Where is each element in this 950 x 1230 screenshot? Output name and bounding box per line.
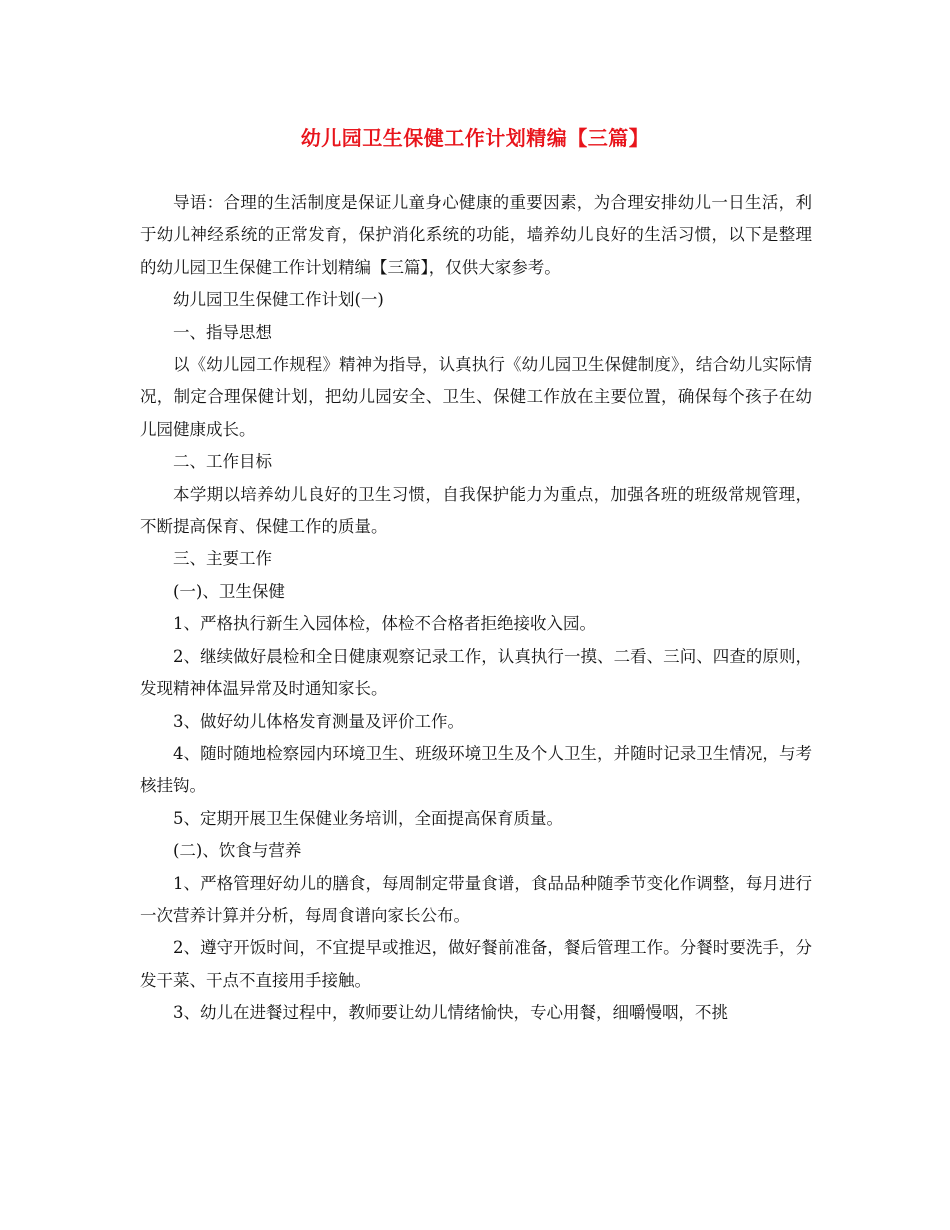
paragraph: 本学期以培养幼儿良好的卫生习惯，自我保护能力为重点，加强各班的班级常规管理，不断提高保育、保健工作的质量。 xyxy=(140,484,812,537)
list-item: 3、做好幼儿体格发育测量及评价工作。 xyxy=(173,711,464,731)
list-item: 5、定期开展卫生保健业务培训，全面提高保育质量。 xyxy=(173,808,563,828)
subsection-heading: (一)、卫生保健 xyxy=(173,581,285,601)
list-item: 3、幼儿在进餐过程中，教师要让幼儿情绪愉快，专心用餐，细嚼慢咽，不挑 xyxy=(173,1003,728,1023)
section-heading: 幼儿园卫生保健工作计划(一) xyxy=(173,290,384,310)
paragraph: 导语：合理的生活制度是保证儿童身心健康的重要因素，为合理安排幼儿一日生活，利于幼儿神经系统的正常发育，保护消化系统的功能，墙养幼儿良好的生活习惯，以下是整理的幼儿园卫生保健工作计划精编【三篇】，仅供大家参考。 xyxy=(140,193,812,277)
document-body xyxy=(140,187,812,1030)
document-title: 幼儿园卫生保健工作计划精编【三篇】 xyxy=(300,126,650,150)
section-heading: 一、指导思想 xyxy=(173,322,272,342)
paragraph: 以《幼儿园工作规程》精神为指导，认真执行《幼儿园卫生保健制度》，结合幼儿实际情况，制定合理保健计划，把幼儿园安全、卫生、保健工作放在主要位置，确保每个孩子在幼儿园健康成长。 xyxy=(140,355,812,439)
list-item: 4、随时随地检察园内环境卫生、班级环境卫生及个人卫生，并随时记录卫生情况，与考核挂钩。 xyxy=(140,743,812,796)
list-item: 2、继续做好晨检和全日健康观察记录工作，认真执行一摸、二看、三问、四查的原则，发现精神体温异常及时通知家长。 xyxy=(140,646,812,699)
subsection-heading: (二)、饮食与营养 xyxy=(173,841,302,861)
section-heading: 二、工作目标 xyxy=(173,452,272,472)
list-item: 1、严格管理好幼儿的膳食，每周制定带量食谱，食品品种随季节变化作调整，每月进行一次营养计算并分析，每周食谱向家长公布。 xyxy=(140,873,812,925)
list-item: 2、遵守开饭时间，不宜提早或推迟，做好餐前准备，餐后管理工作。分餐时要洗手，分发干菜、干点不直接用手接触。 xyxy=(140,938,812,990)
section-heading: 三、主要工作 xyxy=(173,549,272,569)
list-item: 1、严格执行新生入园体检，体检不合格者拒绝接收入园。 xyxy=(173,614,596,634)
